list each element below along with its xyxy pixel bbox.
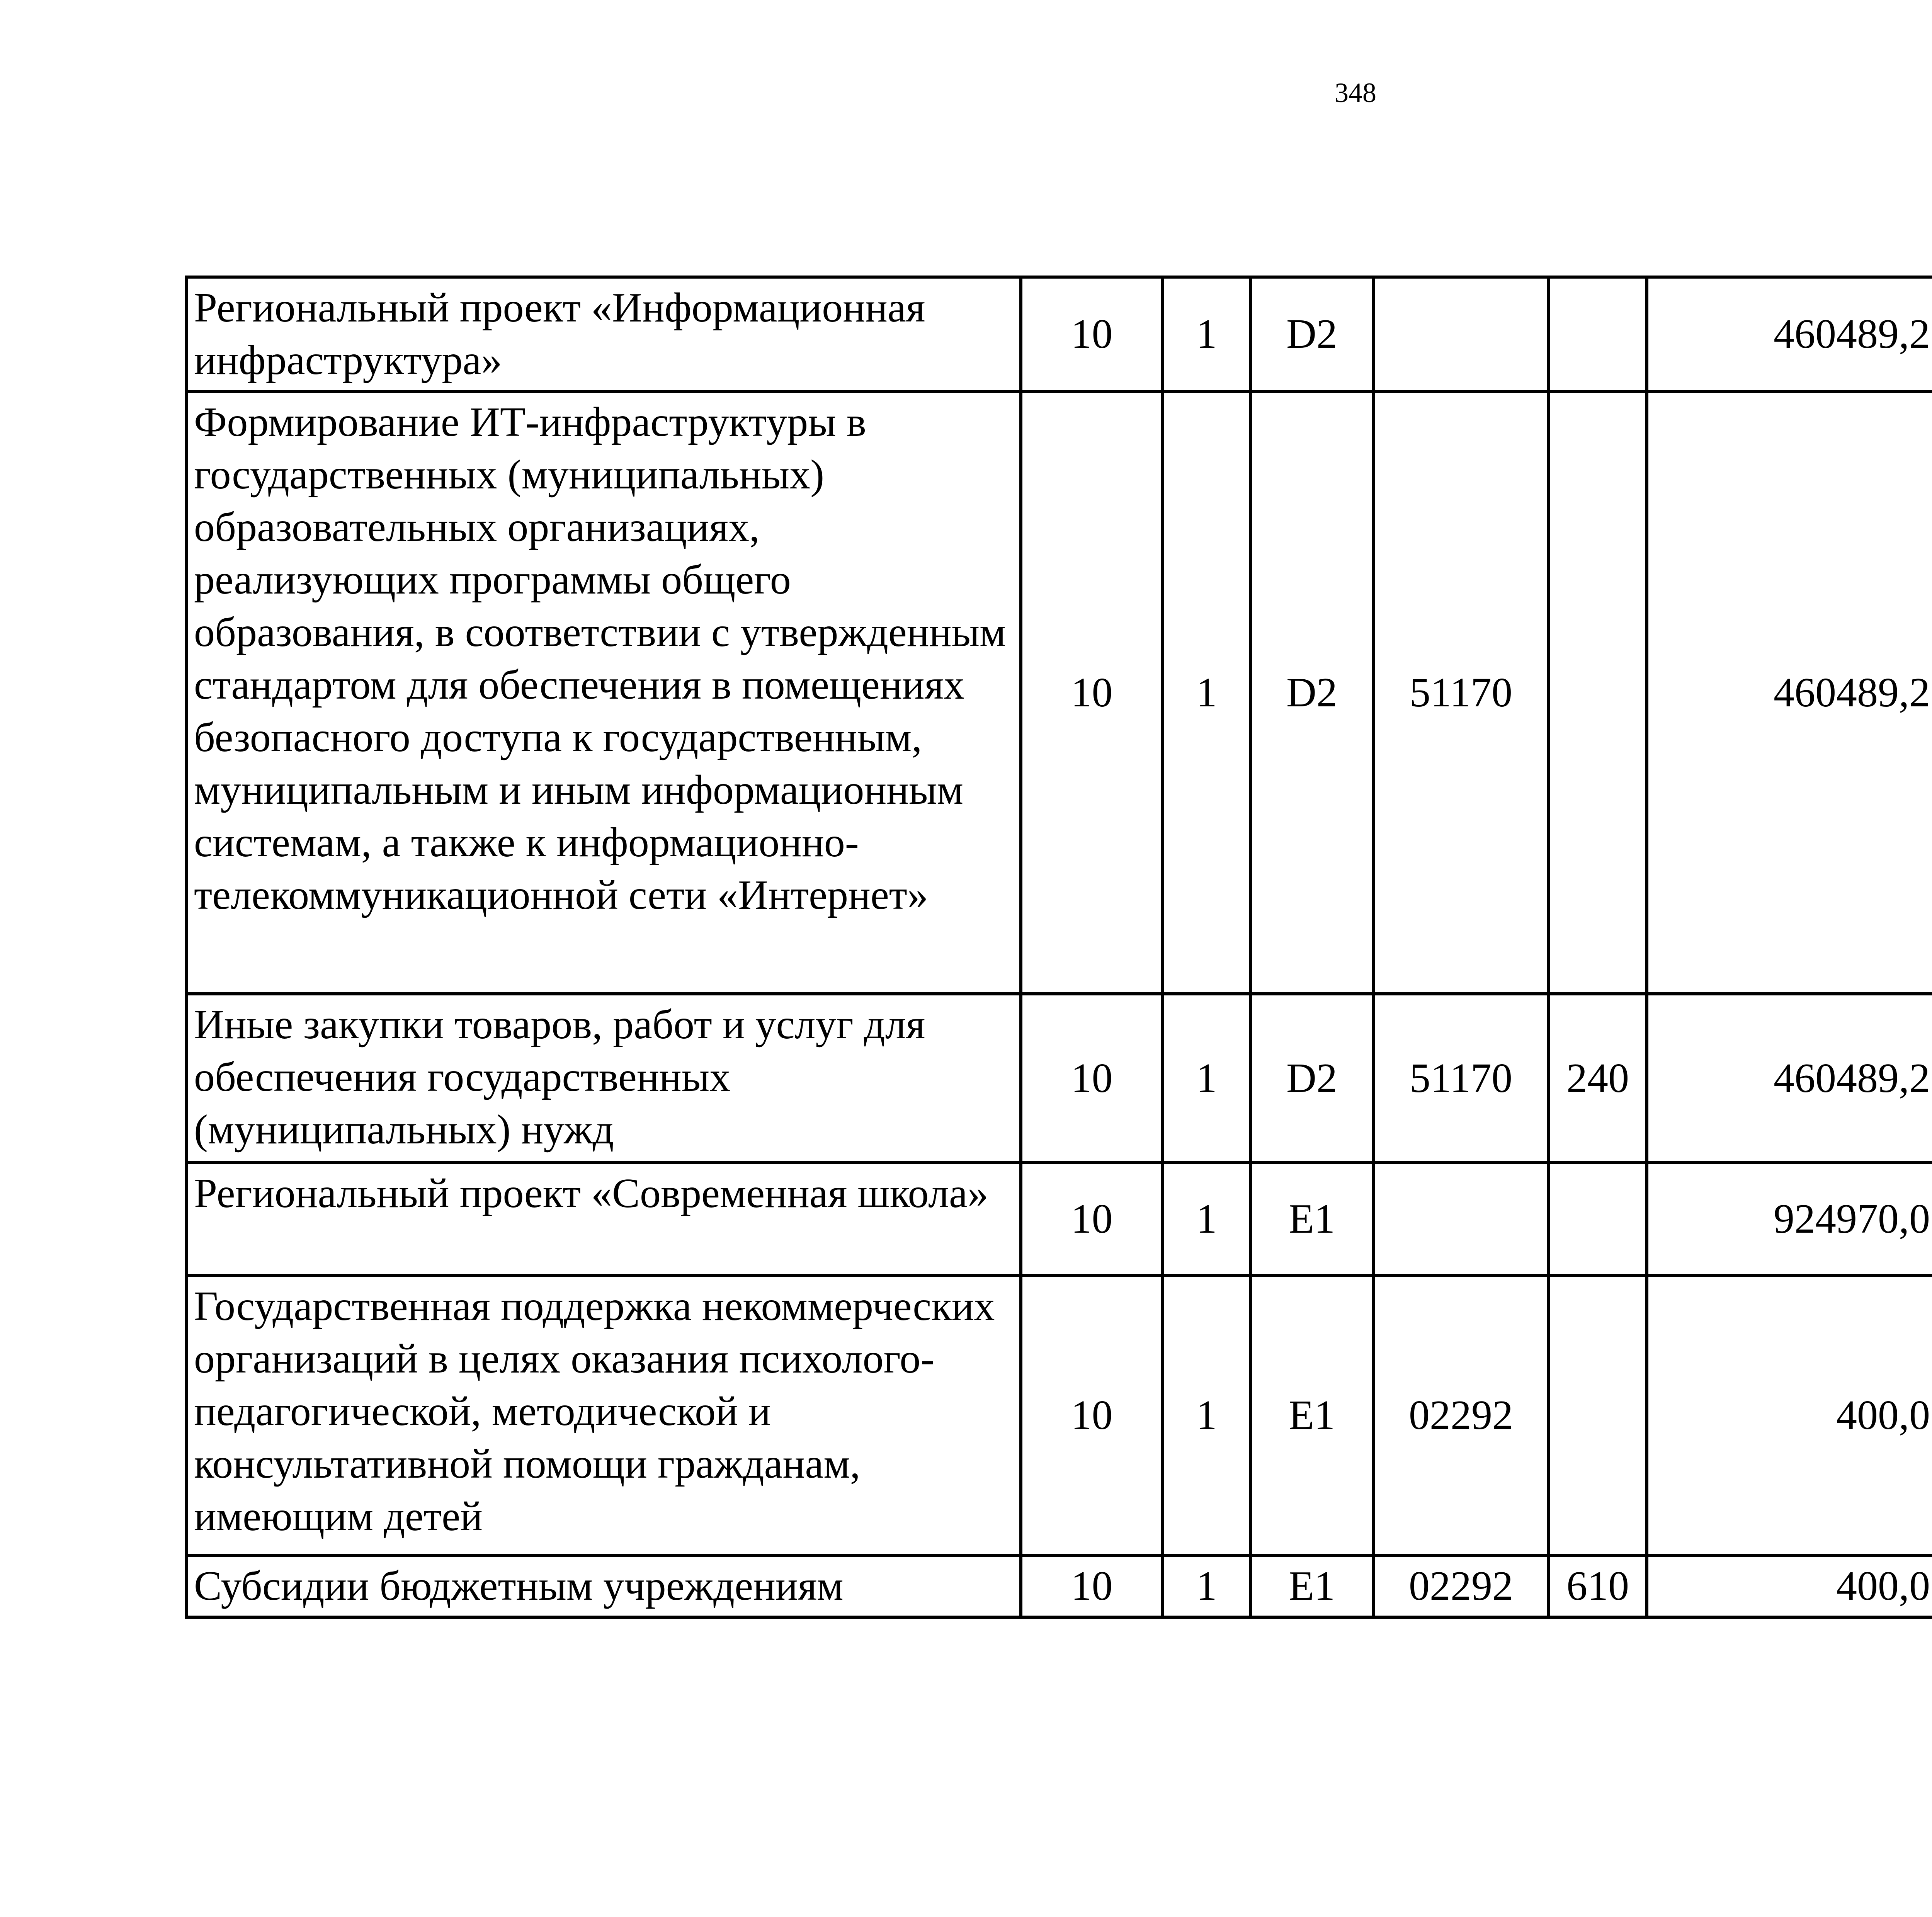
row-description: Региональный проект «Информационная инфраструктура» (186, 277, 1021, 391)
expense-type-code (1549, 277, 1647, 391)
amount-cell: 924970,0 (1647, 1163, 1932, 1276)
expense-type-code (1549, 1276, 1647, 1555)
article-code: 02292 (1373, 1555, 1549, 1617)
article-code (1373, 1163, 1549, 1276)
expense-type-code: 240 (1549, 994, 1647, 1163)
section-code: 10 (1021, 1163, 1163, 1276)
program-code: E1 (1250, 1163, 1373, 1276)
amount-cell: 400,0 (1647, 1276, 1932, 1555)
article-code: 51170 (1373, 391, 1549, 994)
page-number: 348 (1335, 77, 1376, 108)
section-code: 10 (1021, 391, 1163, 994)
expense-type-code: 610 (1549, 1555, 1647, 1617)
article-code: 02292 (1373, 1276, 1549, 1555)
table-row (186, 391, 1932, 994)
subsection-code: 1 (1163, 277, 1250, 391)
amount-cell: 460489,2 (1647, 277, 1932, 391)
expense-type-code (1549, 391, 1647, 994)
subsection-code: 1 (1163, 1163, 1250, 1276)
section-code: 10 (1021, 994, 1163, 1163)
table-row (186, 994, 1932, 1163)
subsection-code: 1 (1163, 1555, 1250, 1617)
row-description: Региональный проект «Современная школа» (186, 1163, 1021, 1276)
article-code: 51170 (1373, 994, 1549, 1163)
section-code: 10 (1021, 277, 1163, 391)
subsection-code: 1 (1163, 994, 1250, 1163)
program-code: D2 (1250, 391, 1373, 994)
row-description: Субсидии бюджетным учреждениям (186, 1555, 1021, 1617)
table-row (186, 277, 1932, 391)
row-description: Формирование ИТ-инфраструктуры в государственных (муниципальных) образовательных организациях, реализующих программы общего образования, в соответствии с утвержденным стандартом для обеспечения в помещениях безопасного доступа к государственным, муниципальным и иным информационным системам, а также к информационно-телекоммуникационной сети «Интернет» (186, 391, 1021, 994)
row-description: Иные закупки товаров, работ и услуг для обеспечения государственных (муниципальных) нужд (186, 994, 1021, 1163)
table-row (186, 1163, 1932, 1276)
article-code (1373, 277, 1549, 391)
amount-cell: 460489,2 (1647, 391, 1932, 994)
program-code: E1 (1250, 1555, 1373, 1617)
subsection-code: 1 (1163, 391, 1250, 994)
section-code: 10 (1021, 1276, 1163, 1555)
program-code: D2 (1250, 277, 1373, 391)
table-row (186, 1555, 1932, 1617)
program-code: E1 (1250, 1276, 1373, 1555)
subsection-code: 1 (1163, 1276, 1250, 1555)
program-code: D2 (1250, 994, 1373, 1163)
row-description: Государственная поддержка некоммерческих организаций в целях оказания психолого-педагогической, методической и консультативной помощи гражданам, имеющим детей (186, 1276, 1021, 1555)
table-row (186, 1276, 1932, 1555)
expense-type-code (1549, 1163, 1647, 1276)
section-code: 10 (1021, 1555, 1163, 1617)
budget-table (185, 276, 1932, 1619)
amount-cell: 400,0 (1647, 1555, 1932, 1617)
amount-cell: 460489,2 (1647, 994, 1932, 1163)
